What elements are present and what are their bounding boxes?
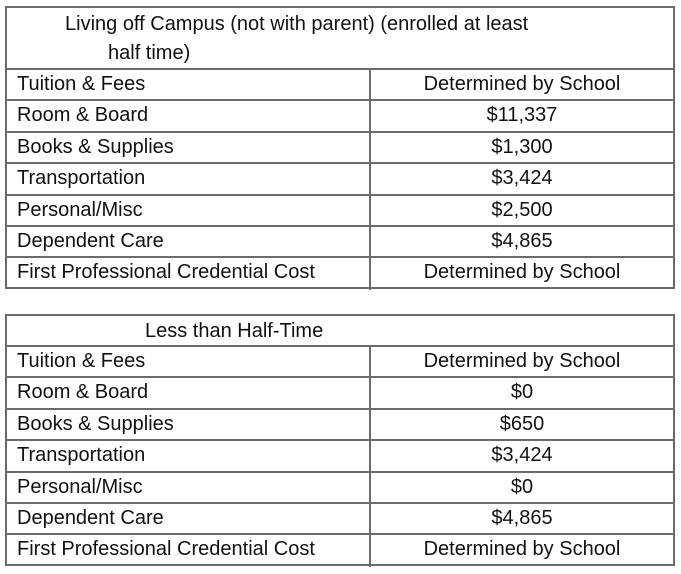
table-row <box>7 410 673 441</box>
row-value: $2,500 <box>491 198 553 221</box>
table-row <box>7 70 673 101</box>
row-value: $4,865 <box>491 229 553 252</box>
table-row <box>7 101 673 132</box>
table-row <box>7 133 673 164</box>
row-label: Books & Supplies <box>7 133 371 162</box>
table-row <box>7 258 673 289</box>
row-value: $3,424 <box>491 444 553 467</box>
table-row <box>7 535 673 566</box>
row-value: Determined by School <box>423 261 621 284</box>
row-label: Room & Board <box>7 378 371 407</box>
row-label: Personal/Misc <box>7 196 371 225</box>
table-row <box>7 504 673 535</box>
row-value: $650 <box>499 412 545 435</box>
table-title-line2: half time) <box>108 42 191 64</box>
row-label: Tuition & Fees <box>7 347 371 376</box>
row-value: Determined by School <box>423 538 621 561</box>
cost-table-off-campus <box>5 6 675 289</box>
table-header <box>7 316 673 347</box>
table-row <box>7 378 673 409</box>
table-row <box>7 441 673 472</box>
row-label: Personal/Misc <box>7 473 371 502</box>
row-value: $11,337 <box>486 104 558 127</box>
row-label: Tuition & Fees <box>7 70 371 99</box>
table-row <box>7 473 673 504</box>
row-label: Books & Supplies <box>7 410 371 439</box>
row-value: Determined by School <box>423 73 621 95</box>
row-value: $3,424 <box>491 167 553 190</box>
table-row <box>7 227 673 258</box>
cost-table-less-than-half-time <box>5 314 675 566</box>
row-value: Determined by School <box>423 350 621 372</box>
row-label: Dependent Care <box>7 227 371 256</box>
table-title-line1: Living off Campus (not with parent) (enrolled at least <box>65 13 529 35</box>
table-row <box>7 347 673 378</box>
table-row <box>7 164 673 195</box>
row-label: Dependent Care <box>7 504 371 533</box>
table-header <box>7 8 673 70</box>
row-label: First Professional Credential Cost <box>7 535 371 566</box>
row-value: $0 <box>510 381 534 404</box>
row-value: $4,865 <box>491 506 553 529</box>
table-row <box>7 196 673 227</box>
row-label: Room & Board <box>7 101 371 130</box>
row-label: First Professional Credential Cost <box>7 258 371 289</box>
row-value: $0 <box>510 475 534 498</box>
row-label: Transportation <box>7 441 371 470</box>
table-title-line1: Less than Half-Time <box>145 320 324 342</box>
row-label: Transportation <box>7 164 371 193</box>
row-value: $1,300 <box>491 135 553 158</box>
